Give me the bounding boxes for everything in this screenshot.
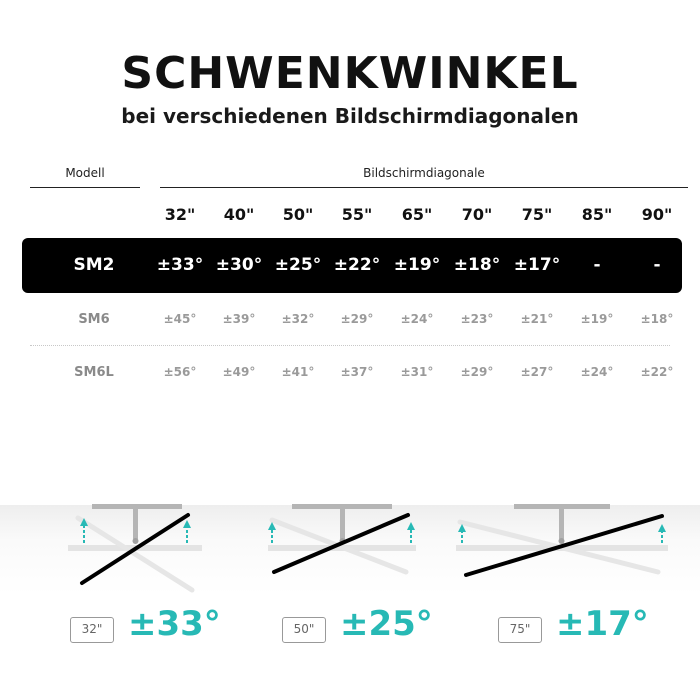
angle-cell: ±18° <box>453 255 501 275</box>
diagonal-header-divider <box>160 187 688 188</box>
angle-cell: ±41° <box>281 365 315 379</box>
angle-cell: ±39° <box>222 312 256 326</box>
size-header: 50" <box>282 205 314 224</box>
angle-cell: ±32° <box>281 312 315 326</box>
size-header: 55" <box>341 205 373 224</box>
angle-cell: ±37° <box>340 365 374 379</box>
size-header: 40" <box>223 205 255 224</box>
angle-cell: ±25° <box>274 255 322 275</box>
angle-cell: ±19° <box>580 312 614 326</box>
model-column-header: Modell <box>65 166 105 180</box>
size-header: 65" <box>401 205 433 224</box>
screen-size-header-row <box>0 205 700 227</box>
angle-cell: ±21° <box>520 312 554 326</box>
model-name: SM6 <box>78 312 110 327</box>
size-badge-32: 32" <box>70 617 114 643</box>
angle-label-33: ±33° <box>128 604 221 644</box>
angle-label-17: ±17° <box>556 604 649 644</box>
swivel-diagram-75 <box>452 490 672 600</box>
model-name: SM2 <box>73 255 115 275</box>
angle-cell: ±56° <box>163 365 197 379</box>
size-header: 70" <box>461 205 493 224</box>
model-header-divider <box>30 187 140 188</box>
angle-cell: ±29° <box>340 312 374 326</box>
angle-cell: ±33° <box>156 255 204 275</box>
size-badge-75: 75" <box>498 617 542 643</box>
angle-cell: - <box>653 255 661 275</box>
angle-cell: ±17° <box>513 255 561 275</box>
diagonal-column-header: Bildschirmdiagonale <box>363 166 485 180</box>
angle-cell: ±19° <box>393 255 441 275</box>
size-badge-50: 50" <box>282 617 326 643</box>
angle-cell: ±18° <box>640 312 674 326</box>
size-header: 85" <box>581 205 613 224</box>
angle-cell: ±49° <box>222 365 256 379</box>
angle-cell: ±24° <box>580 365 614 379</box>
row-divider <box>30 345 670 346</box>
model-name: SM6L <box>74 365 114 380</box>
angle-cell: - <box>593 255 601 275</box>
angle-cell: ±23° <box>460 312 494 326</box>
angle-cell: ±29° <box>460 365 494 379</box>
page-title: SCHWENKWINKEL <box>121 48 579 99</box>
angle-cell: ±22° <box>333 255 381 275</box>
swivel-diagram-32 <box>60 490 210 600</box>
angle-cell: ±31° <box>400 365 434 379</box>
angle-cell: ±24° <box>400 312 434 326</box>
angle-cell: ±45° <box>163 312 197 326</box>
swivel-diagram-50 <box>262 490 422 600</box>
size-header: 90" <box>641 205 673 224</box>
size-header: 32" <box>164 205 196 224</box>
angle-cell: ±27° <box>520 365 554 379</box>
angle-cell: ±22° <box>640 365 674 379</box>
angle-cell: ±30° <box>215 255 263 275</box>
size-header: 75" <box>521 205 553 224</box>
page-subtitle: bei verschiedenen Bildschirmdiagonalen <box>121 104 579 128</box>
angle-label-25: ±25° <box>340 604 433 644</box>
